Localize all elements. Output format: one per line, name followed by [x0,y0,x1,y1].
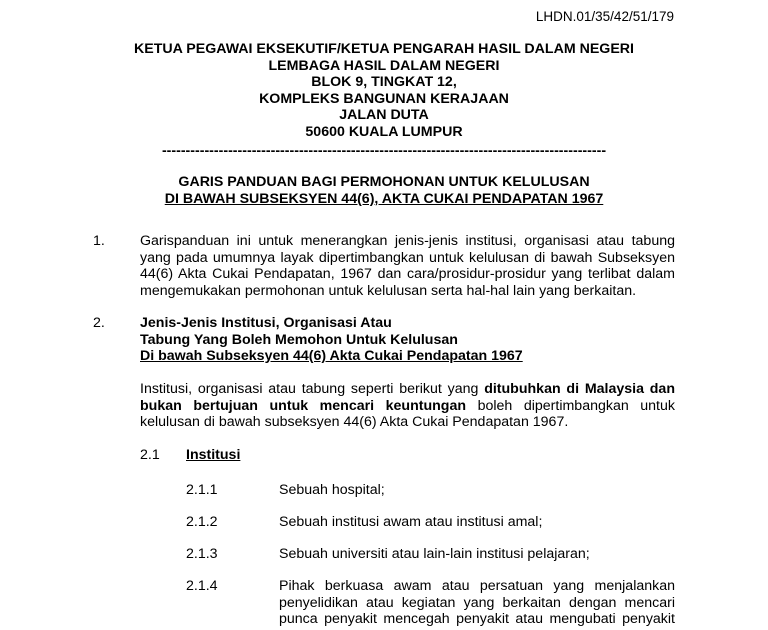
title-line-2: DI BAWAH SUBSEKSYEN 44(6), AKTA CUKAI PENDAPATAN 1967 [164,190,604,207]
address-line: KETUA PEGAWAI EKSEKUTIF/KETUA PENGARAH HASIL DALAM NEGERI [133,41,634,57]
section-2-heading [140,315,675,365]
intro-line-2 [140,398,675,415]
item-line: Pihak berkuasa awam atau persatuan yang menjalankan [279,578,675,594]
intro-line-3: kelulusan di bawah subseksyen 44(6) Akta Cukai Pendapatan 1967. [140,414,569,430]
title-line-1: GARIS PANDUAN BAGI PERMOHONAN UNTUK KELULUSAN [178,174,590,190]
heading-line: Jenis-Jenis Institusi, Organisasi Atau [140,315,392,331]
heading-line: Tabung Yang Boleh Memohon Untuk Kelulusan [140,331,458,348]
item-number: 2.1.2 [186,514,218,530]
address-line: BLOK 9, TINGKAT 12, [311,74,457,90]
section-2-intro [140,381,675,431]
intro-line-1 [140,381,675,398]
item-line: penyelidikan atau kegiatan yang berkaitan dengan mencari [279,594,675,611]
paragraph-line: yang pada umumnya layak dipertimbangkan untuk kelulusan di bawah Subseksyen [140,249,675,266]
intro-text: Institusi, organisasi atau tabung seperti berikut yang [140,381,485,397]
address-line: KOMPLEKS BANGUNAN KERAJAAN [259,90,509,107]
item-text [279,578,675,628]
section-1-number: 1. [93,233,105,249]
item-text [279,482,675,499]
address-block [0,41,768,140]
address-line: LEMBAGA HASIL DALAM NEGERI [268,57,500,74]
address-line: 50600 KUALA LUMPUR [305,123,463,140]
paragraph-line: mengemukakan permohonan untuk kelulusan serta hal-hal lain yang berkaitan. [140,282,637,299]
section-2-number: 2. [93,315,105,331]
paragraph-line: 44(6) Akta Cukai Pendapatan, 1967 dan cara/prosidur-prosidur yang terlibat dalam [140,266,675,282]
address-line: JALAN DUTA [339,107,429,123]
reference-number: LHDN.01/35/42/51/179 [535,9,674,24]
item-line: Sebuah institusi awam atau institusi amal; [279,514,543,530]
intro-text: boleh dipertimbangkan untuk [466,397,675,414]
subsection-number: 2.1 [140,447,160,463]
intro-emphasis: ditubuhkan di Malaysia dan [484,381,675,397]
document-title [0,174,768,207]
item-line: Sebuah hospital; [279,482,385,498]
subsection-title: Institusi [186,447,241,463]
separator-line: ---------------------------------------------------------------------------------------------- [161,143,607,159]
item-number: 2.1.1 [186,482,218,498]
heading-line: Di bawah Subseksyen 44(6) Akta Cukai Pendapatan 1967 [140,348,523,364]
item-text [279,514,675,531]
item-number: 2.1.4 [186,578,218,594]
item-number: 2.1.3 [186,546,218,562]
section-1-paragraph [140,233,675,299]
paragraph-line: Garispanduan ini untuk menerangkan jenis-jenis institusi, organisasi atau tabung [140,233,675,249]
item-line: punca penyakit mencegah penyakit atau mengubati penyakit [279,611,675,627]
intro-emphasis: bukan bertujuan untuk mencari keuntungan [140,397,467,414]
item-line: Sebuah universiti atau lain-lain institusi pelajaran; [279,546,590,562]
item-text [279,546,675,563]
